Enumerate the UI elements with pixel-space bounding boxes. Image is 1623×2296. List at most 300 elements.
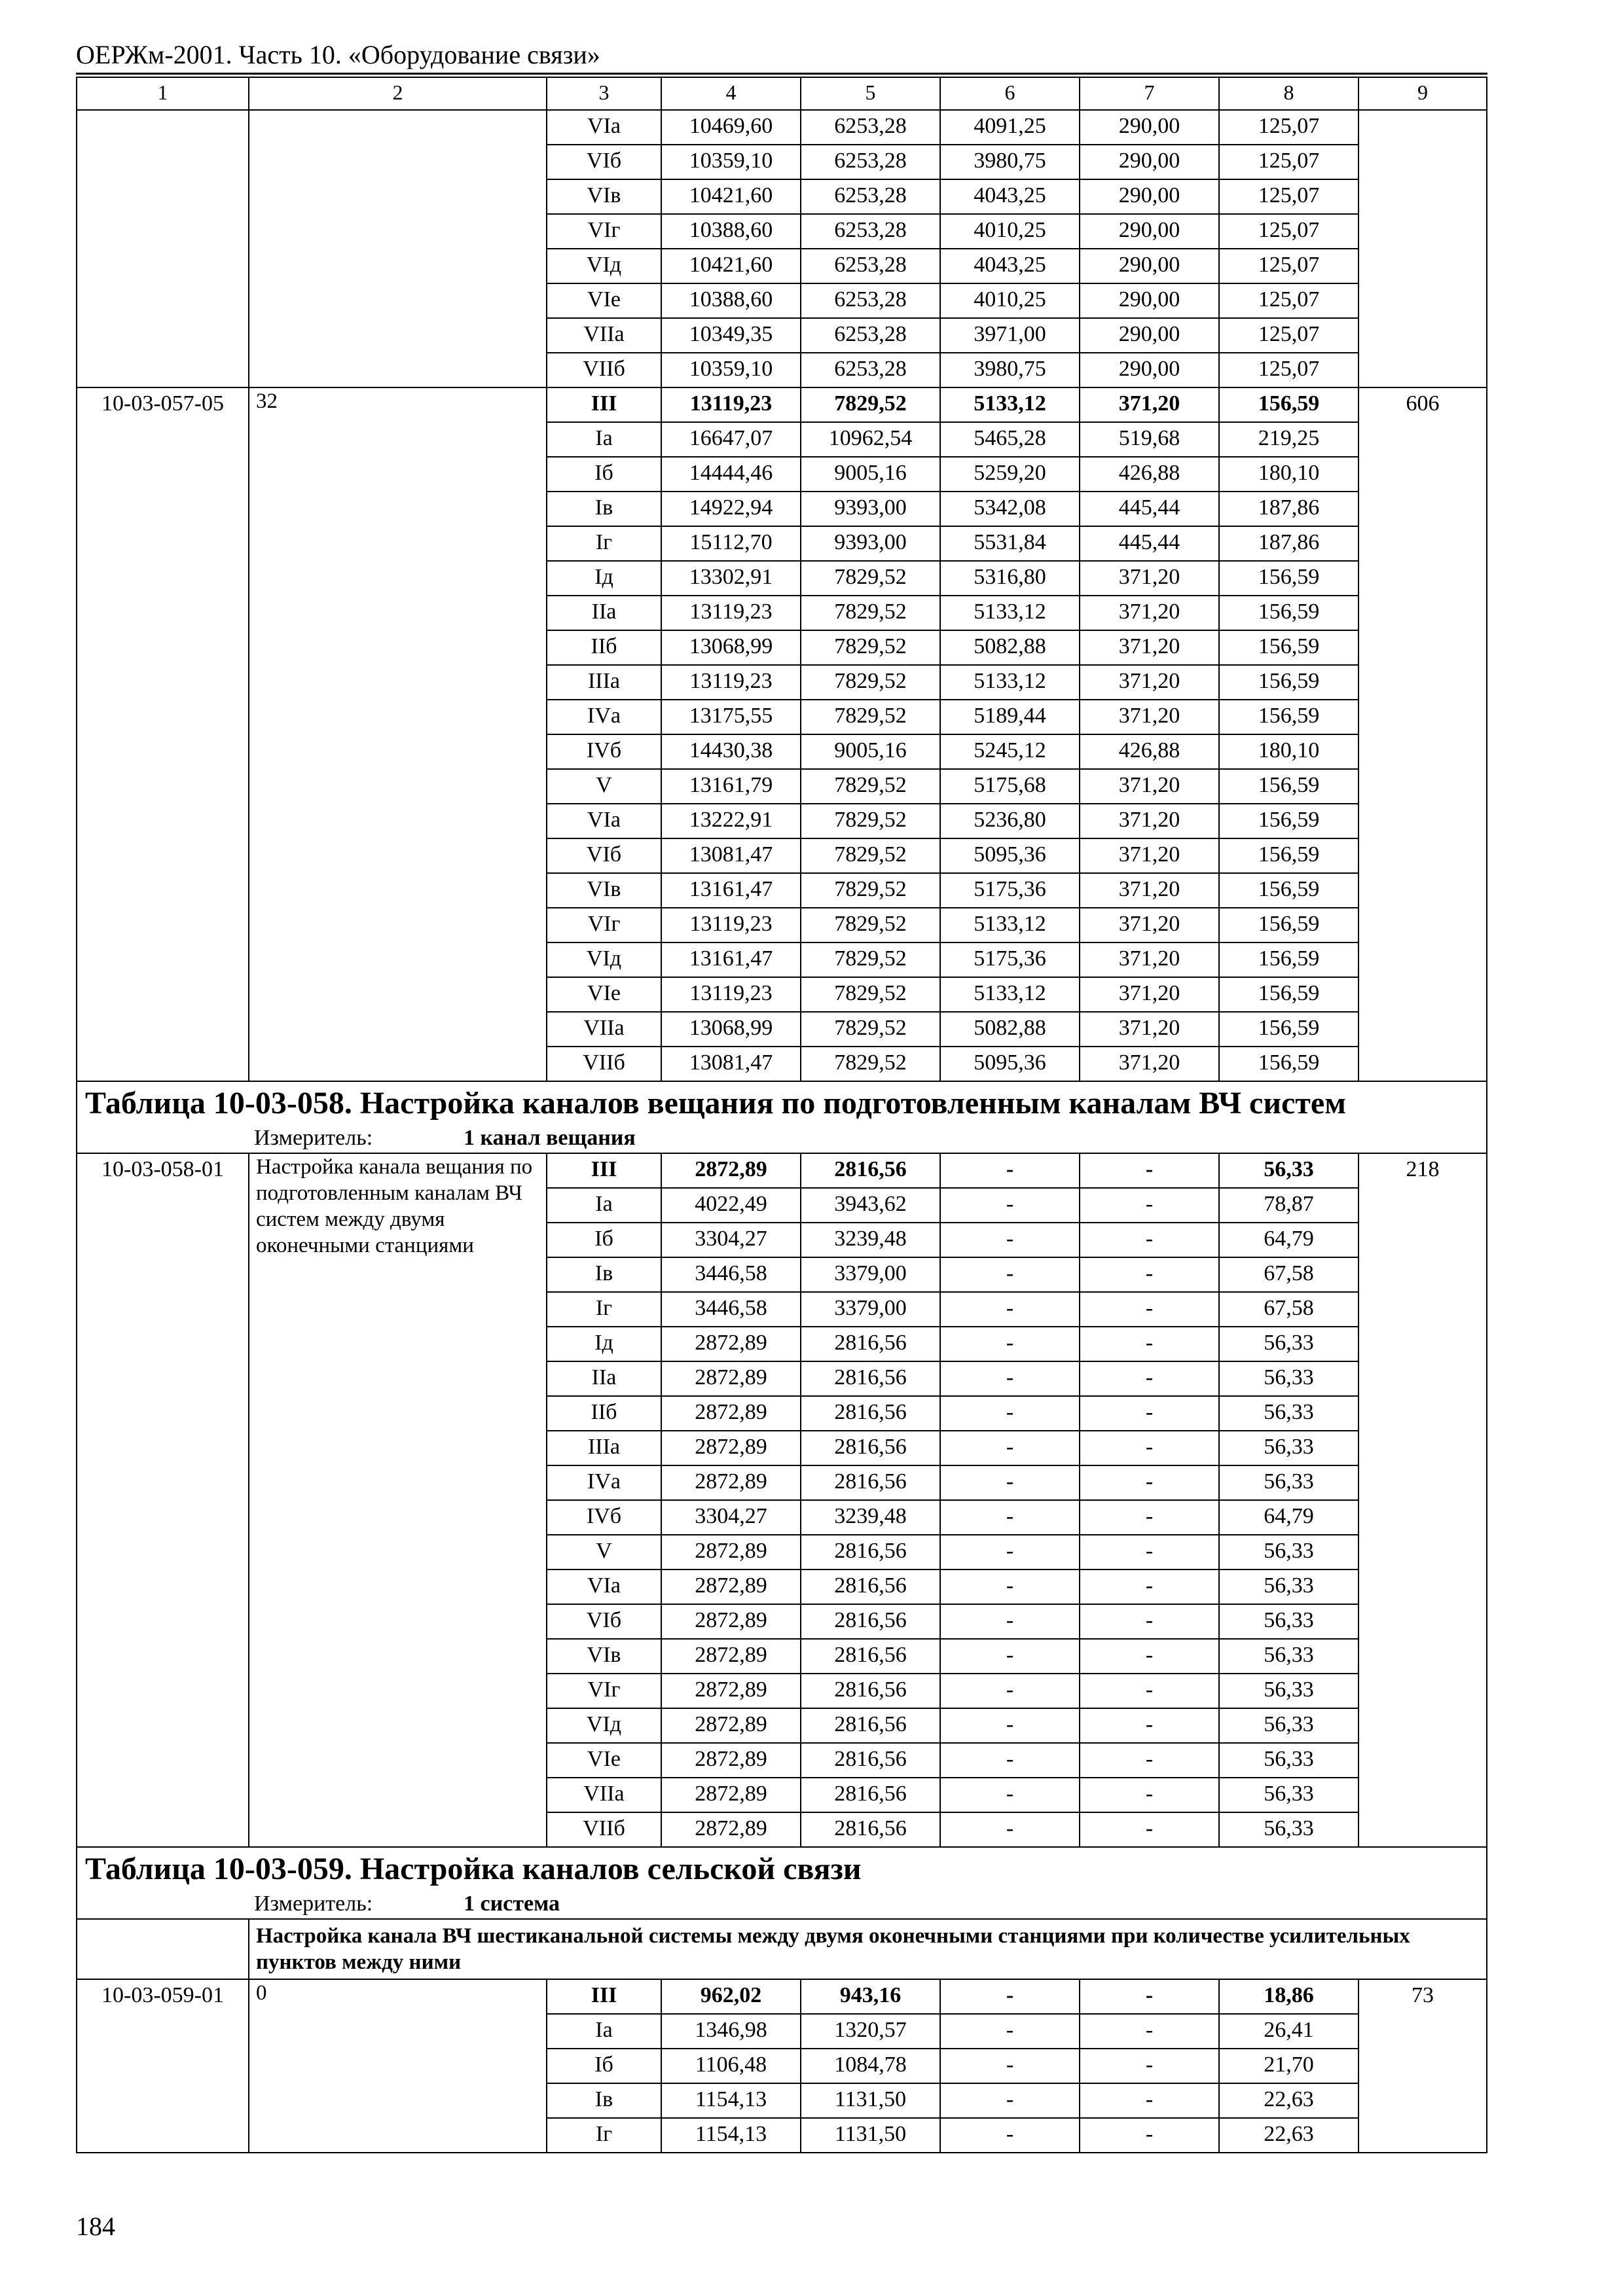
zone-class: VIб <box>547 145 661 179</box>
zone-class: VIIа <box>547 318 661 353</box>
zone-class: III <box>547 387 661 422</box>
column-number-row <box>77 77 1487 110</box>
rate-value: 9005,16 <box>801 457 940 492</box>
rate-value: 7829,52 <box>801 804 940 838</box>
rate-value: 4010,25 <box>940 214 1080 249</box>
rate-value: 1320,57 <box>801 2014 940 2049</box>
rate-value: - <box>1080 1396 1219 1431</box>
rate-value: 5082,88 <box>940 630 1080 665</box>
rate-value: 2872,89 <box>661 1153 801 1188</box>
page-header: ОЕРЖм-2001. Часть 10. «Оборудование связи» <box>76 40 600 69</box>
rate-value: 3446,58 <box>661 1257 801 1292</box>
item-total: 73 <box>1359 1979 1487 2153</box>
rate-value: 56,33 <box>1219 1570 1359 1604</box>
zone-class: VIе <box>547 977 661 1012</box>
rate-value: 6253,28 <box>801 353 940 387</box>
rate-value: 14922,94 <box>661 492 801 526</box>
rate-value: 5175,36 <box>940 873 1080 908</box>
rate-value: - <box>1080 1188 1219 1223</box>
rate-value: 13161,47 <box>661 873 801 908</box>
rate-value: 2816,56 <box>801 1674 940 1708</box>
rate-value: 1084,78 <box>801 2049 940 2083</box>
rate-value: 56,33 <box>1219 1812 1359 1847</box>
rate-value: 7829,52 <box>801 630 940 665</box>
rate-value: 2872,89 <box>661 1674 801 1708</box>
rate-value: 13302,91 <box>661 561 801 596</box>
rate-value: 2872,89 <box>661 1361 801 1396</box>
rate-value: 156,59 <box>1219 665 1359 700</box>
header-rule <box>76 73 1487 75</box>
rate-value: 290,00 <box>1080 318 1219 353</box>
rate-value: 2816,56 <box>801 1153 940 1188</box>
rate-value: 10359,10 <box>661 145 801 179</box>
rate-value: 943,16 <box>801 1979 940 2014</box>
zone-class: Iв <box>547 2083 661 2118</box>
rate-value: 426,88 <box>1080 457 1219 492</box>
rate-value: 56,33 <box>1219 1708 1359 1743</box>
rate-value: 2872,89 <box>661 1743 801 1778</box>
rate-value: 3239,48 <box>801 1223 940 1257</box>
rate-value: 5133,12 <box>940 977 1080 1012</box>
rate-value: 445,44 <box>1080 526 1219 561</box>
section-title-row <box>77 1847 1487 1891</box>
rate-value: 3943,62 <box>801 1188 940 1223</box>
rate-value: 156,59 <box>1219 908 1359 942</box>
rate-value: 1154,13 <box>661 2083 801 2118</box>
rate-value: 5133,12 <box>940 908 1080 942</box>
rate-value: 13081,47 <box>661 838 801 873</box>
rate-value: 13119,23 <box>661 596 801 630</box>
rate-value: 14430,38 <box>661 734 801 769</box>
rate-value: 22,63 <box>1219 2118 1359 2153</box>
zone-class: IVб <box>547 1500 661 1535</box>
rate-value: 2872,89 <box>661 1535 801 1570</box>
rate-value: - <box>940 1778 1080 1812</box>
rate-value: 371,20 <box>1080 387 1219 422</box>
rate-value: 125,07 <box>1219 145 1359 179</box>
column-number: 8 <box>1219 77 1359 110</box>
zone-class: Iб <box>547 1223 661 1257</box>
measure-label: Измеритель: <box>254 1126 373 1150</box>
table-row <box>77 110 1487 145</box>
section-title: Таблица 10-03-058. Настройка каналов вещания по подготовленным каналам ВЧ систем <box>77 1081 1487 1125</box>
rate-value: 3304,27 <box>661 1223 801 1257</box>
rate-value: 2872,89 <box>661 1708 801 1743</box>
measure-label: Измеритель: <box>254 1892 373 1916</box>
rate-value: 26,41 <box>1219 2014 1359 2049</box>
rate-value: 10421,60 <box>661 179 801 214</box>
rate-value: 22,63 <box>1219 2083 1359 2118</box>
zone-class: VIг <box>547 214 661 249</box>
item-description: 0 <box>249 1979 547 2153</box>
rate-value: 156,59 <box>1219 977 1359 1012</box>
rate-value: - <box>1080 1535 1219 1570</box>
zone-class: VIе <box>547 283 661 318</box>
rate-value: 2872,89 <box>661 1465 801 1500</box>
rate-value: 180,10 <box>1219 734 1359 769</box>
rate-value: 187,86 <box>1219 526 1359 561</box>
rate-value: 125,07 <box>1219 110 1359 145</box>
rate-value: 18,86 <box>1219 1979 1359 2014</box>
rate-value: 16647,07 <box>661 422 801 457</box>
zone-class: Iб <box>547 457 661 492</box>
rate-value: 6253,28 <box>801 283 940 318</box>
rate-value: 519,68 <box>1080 422 1219 457</box>
measure <box>77 1891 1487 1919</box>
rate-value: 13119,23 <box>661 977 801 1012</box>
rate-value: - <box>940 2118 1080 2153</box>
rate-value: 371,20 <box>1080 942 1219 977</box>
rate-value: - <box>940 1257 1080 1292</box>
rate-value: 7829,52 <box>801 977 940 1012</box>
rate-value: 371,20 <box>1080 769 1219 804</box>
rate-value: - <box>940 2049 1080 2083</box>
rate-value: 5259,20 <box>940 457 1080 492</box>
rate-value: 2816,56 <box>801 1465 940 1500</box>
rate-value: 445,44 <box>1080 492 1219 526</box>
rate-value: - <box>940 1812 1080 1847</box>
zone-class: IIб <box>547 1396 661 1431</box>
rate-value: 7829,52 <box>801 908 940 942</box>
zone-class: VIб <box>547 838 661 873</box>
rate-value: 5245,12 <box>940 734 1080 769</box>
rate-value: - <box>940 1223 1080 1257</box>
zone-class: VIIб <box>547 1812 661 1847</box>
rate-value: - <box>1080 1500 1219 1535</box>
rate-value: 9393,00 <box>801 492 940 526</box>
zone-class: Iа <box>547 422 661 457</box>
rate-value: 5082,88 <box>940 1012 1080 1047</box>
rate-value: 7829,52 <box>801 561 940 596</box>
rate-value: - <box>940 2014 1080 2049</box>
rate-value: 2816,56 <box>801 1743 940 1778</box>
zone-class: VIв <box>547 179 661 214</box>
column-number: 7 <box>1080 77 1219 110</box>
rate-value: 10349,35 <box>661 318 801 353</box>
rate-value: - <box>1080 1431 1219 1465</box>
rate-value: 2872,89 <box>661 1812 801 1847</box>
rate-value: 156,59 <box>1219 630 1359 665</box>
measure <box>77 1125 1487 1153</box>
zone-class: VIв <box>547 873 661 908</box>
rate-value: 156,59 <box>1219 700 1359 734</box>
item-description: 32 <box>249 387 547 1081</box>
rate-value: 6253,28 <box>801 110 940 145</box>
rate-value: - <box>940 1396 1080 1431</box>
zone-class: III <box>547 1979 661 2014</box>
zone-class: IIа <box>547 596 661 630</box>
rate-value: 2816,56 <box>801 1604 940 1639</box>
rate-value: 2816,56 <box>801 1778 940 1812</box>
rate-value: - <box>940 1361 1080 1396</box>
rate-value: 5133,12 <box>940 596 1080 630</box>
column-number: 9 <box>1359 77 1487 110</box>
rate-value: 64,79 <box>1219 1500 1359 1535</box>
rate-value: 5175,68 <box>940 769 1080 804</box>
rate-value: 156,59 <box>1219 942 1359 977</box>
rate-value: 3304,27 <box>661 1500 801 1535</box>
rate-value: 156,59 <box>1219 387 1359 422</box>
rate-value: 64,79 <box>1219 1223 1359 1257</box>
rate-value: 187,86 <box>1219 492 1359 526</box>
rate-value: 56,33 <box>1219 1153 1359 1188</box>
rates-table <box>76 77 1487 2153</box>
zone-class: IIа <box>547 1361 661 1396</box>
zone-class: IIб <box>547 630 661 665</box>
item-total: 606 <box>1359 387 1487 1081</box>
item-code: 10-03-058-01 <box>77 1153 249 1847</box>
rate-value: 5095,36 <box>940 1047 1080 1081</box>
rate-value: - <box>1080 1292 1219 1327</box>
zone-class: IIIа <box>547 665 661 700</box>
rate-value: 5531,84 <box>940 526 1080 561</box>
rate-value: 13081,47 <box>661 1047 801 1081</box>
rate-value: 5133,12 <box>940 665 1080 700</box>
rate-value: 2872,89 <box>661 1396 801 1431</box>
zone-class: V <box>547 769 661 804</box>
rate-value: 7829,52 <box>801 1012 940 1047</box>
rate-value: 2872,89 <box>661 1604 801 1639</box>
rate-value: 2816,56 <box>801 1431 940 1465</box>
rate-value: 5316,80 <box>940 561 1080 596</box>
rate-value: 290,00 <box>1080 179 1219 214</box>
rate-value: 4022,49 <box>661 1188 801 1223</box>
rate-value: 13119,23 <box>661 908 801 942</box>
rate-value: 3980,75 <box>940 145 1080 179</box>
rate-value: 219,25 <box>1219 422 1359 457</box>
rate-value: 5236,80 <box>940 804 1080 838</box>
zone-class: Iб <box>547 2049 661 2083</box>
section-title: Таблица 10-03-059. Настройка каналов сельской связи <box>77 1847 1487 1891</box>
rate-value: - <box>940 1604 1080 1639</box>
rate-value: 156,59 <box>1219 873 1359 908</box>
rate-value: 2872,89 <box>661 1778 801 1812</box>
rate-value: 13119,23 <box>661 387 801 422</box>
rate-value: 371,20 <box>1080 596 1219 630</box>
rate-value: 290,00 <box>1080 110 1219 145</box>
rate-value: 7829,52 <box>801 942 940 977</box>
rate-value: 56,33 <box>1219 1778 1359 1812</box>
item-code <box>77 110 249 387</box>
rate-value: - <box>940 2083 1080 2118</box>
zone-class: VIб <box>547 1604 661 1639</box>
rate-value: 7829,52 <box>801 873 940 908</box>
rate-value: 10359,10 <box>661 353 801 387</box>
rate-value: 426,88 <box>1080 734 1219 769</box>
rate-value: 10421,60 <box>661 249 801 283</box>
rate-value: 13119,23 <box>661 665 801 700</box>
rate-value: - <box>1080 1743 1219 1778</box>
rate-value: 290,00 <box>1080 145 1219 179</box>
item-total: 218 <box>1359 1153 1487 1847</box>
rate-value: 2816,56 <box>801 1361 940 1396</box>
note-row <box>77 1919 1487 1979</box>
rate-value: 180,10 <box>1219 457 1359 492</box>
zone-class: Iв <box>547 1257 661 1292</box>
rate-value: 21,70 <box>1219 2049 1359 2083</box>
rate-value: - <box>1080 1604 1219 1639</box>
rate-value: 125,07 <box>1219 249 1359 283</box>
rate-value: 371,20 <box>1080 873 1219 908</box>
measure-value: 1 система <box>464 1892 560 1916</box>
zone-class: VIв <box>547 1639 661 1674</box>
rate-value: 6253,28 <box>801 179 940 214</box>
rate-value: 3980,75 <box>940 353 1080 387</box>
rate-value: 13222,91 <box>661 804 801 838</box>
rate-value: - <box>1080 1570 1219 1604</box>
column-number: 2 <box>249 77 547 110</box>
rate-value: 7829,52 <box>801 1047 940 1081</box>
rate-value: 9393,00 <box>801 526 940 561</box>
rate-value: 156,59 <box>1219 1012 1359 1047</box>
rate-value: 56,33 <box>1219 1604 1359 1639</box>
rate-value: - <box>940 1535 1080 1570</box>
rate-value: 371,20 <box>1080 1012 1219 1047</box>
rate-value: - <box>1080 1257 1219 1292</box>
rate-value: - <box>1080 2049 1219 2083</box>
rate-value: - <box>1080 2118 1219 2153</box>
item-code: 10-03-059-01 <box>77 1979 249 2153</box>
zone-class: VIIб <box>547 1047 661 1081</box>
item-total <box>1359 110 1487 387</box>
rate-value: 371,20 <box>1080 804 1219 838</box>
rate-value: 7829,52 <box>801 838 940 873</box>
rate-value: 7829,52 <box>801 665 940 700</box>
measure-value: 1 канал вещания <box>464 1126 636 1150</box>
table-row <box>77 387 1487 422</box>
zone-class: IVа <box>547 700 661 734</box>
rate-value: - <box>1080 1465 1219 1500</box>
zone-class: V <box>547 1535 661 1570</box>
rate-value: 56,33 <box>1219 1674 1359 1708</box>
rate-value: - <box>940 1743 1080 1778</box>
rate-value: 290,00 <box>1080 214 1219 249</box>
rate-value: 5133,12 <box>940 387 1080 422</box>
rate-value: 10962,54 <box>801 422 940 457</box>
column-number: 6 <box>940 77 1080 110</box>
rate-value: 2872,89 <box>661 1327 801 1361</box>
rate-value: 13068,99 <box>661 630 801 665</box>
table-row <box>77 1979 1487 2014</box>
rate-value: - <box>940 1639 1080 1674</box>
section-title-row <box>77 1081 1487 1125</box>
rate-value: - <box>940 1465 1080 1500</box>
rate-value: 56,33 <box>1219 1327 1359 1361</box>
rate-value: 56,33 <box>1219 1535 1359 1570</box>
zone-class: Iд <box>547 1327 661 1361</box>
rate-value: 156,59 <box>1219 1047 1359 1081</box>
rate-value: 5465,28 <box>940 422 1080 457</box>
rate-value: 13161,47 <box>661 942 801 977</box>
rate-value: - <box>1080 1708 1219 1743</box>
zone-class: VIд <box>547 249 661 283</box>
rate-value: - <box>1080 1361 1219 1396</box>
rate-value: 10469,60 <box>661 110 801 145</box>
rate-value: 13161,79 <box>661 769 801 804</box>
rate-value: 7829,52 <box>801 596 940 630</box>
rate-value: 10388,60 <box>661 283 801 318</box>
rate-value: 56,33 <box>1219 1743 1359 1778</box>
rate-value: 56,33 <box>1219 1361 1359 1396</box>
zone-class: IVа <box>547 1465 661 1500</box>
rate-value: 14444,46 <box>661 457 801 492</box>
rate-value: 125,07 <box>1219 283 1359 318</box>
rate-value: - <box>1080 2083 1219 2118</box>
rate-value: 1131,50 <box>801 2118 940 2153</box>
rate-value: - <box>940 1979 1080 2014</box>
rate-value: 4043,25 <box>940 249 1080 283</box>
rate-value: 3379,00 <box>801 1292 940 1327</box>
column-number: 3 <box>547 77 661 110</box>
rate-value: 67,58 <box>1219 1257 1359 1292</box>
rate-value: 7829,52 <box>801 387 940 422</box>
rate-value: 2816,56 <box>801 1812 940 1847</box>
rate-value: 3239,48 <box>801 1500 940 1535</box>
zone-class: Iг <box>547 526 661 561</box>
rate-value: 2816,56 <box>801 1535 940 1570</box>
zone-class: VIIа <box>547 1012 661 1047</box>
rate-value: 6253,28 <box>801 214 940 249</box>
rate-value: 1154,13 <box>661 2118 801 2153</box>
zone-class: VIIа <box>547 1778 661 1812</box>
zone-class: VIд <box>547 942 661 977</box>
rate-value: 2816,56 <box>801 1570 940 1604</box>
zone-class: VIд <box>547 1708 661 1743</box>
rate-value: 56,33 <box>1219 1396 1359 1431</box>
rate-value: - <box>940 1708 1080 1743</box>
rate-value: 371,20 <box>1080 1047 1219 1081</box>
rate-value: - <box>1080 2014 1219 2049</box>
note-spacer <box>77 1919 249 1979</box>
rate-value: 13068,99 <box>661 1012 801 1047</box>
zone-class: Iд <box>547 561 661 596</box>
rate-value: - <box>1080 1778 1219 1812</box>
rate-value: 290,00 <box>1080 249 1219 283</box>
rate-value: - <box>940 1674 1080 1708</box>
rate-value: 6253,28 <box>801 145 940 179</box>
rate-value: 371,20 <box>1080 908 1219 942</box>
rate-value: 78,87 <box>1219 1188 1359 1223</box>
rate-value: - <box>940 1292 1080 1327</box>
rate-value: - <box>940 1431 1080 1465</box>
item-description: Настройка канала вещания по подготовленным каналам ВЧ систем между двумя оконечными станциями <box>249 1153 547 1847</box>
rate-value: 56,33 <box>1219 1465 1359 1500</box>
rate-value: 962,02 <box>661 1979 801 2014</box>
zone-class: VIг <box>547 908 661 942</box>
rate-value: 10388,60 <box>661 214 801 249</box>
zone-class: VIг <box>547 1674 661 1708</box>
rate-value: 371,20 <box>1080 561 1219 596</box>
rate-value: 2872,89 <box>661 1639 801 1674</box>
rate-value: 2872,89 <box>661 1431 801 1465</box>
zone-class: Iа <box>547 1188 661 1223</box>
rate-value: - <box>940 1153 1080 1188</box>
rate-value: - <box>1080 1153 1219 1188</box>
rate-value: 2816,56 <box>801 1708 940 1743</box>
table-body <box>77 77 1487 2153</box>
section-note: Настройка канала ВЧ шестиканальной системы между двумя оконечными станциями при количестве усилительных пунктов между ними <box>249 1919 1487 1979</box>
column-number: 5 <box>801 77 940 110</box>
rate-value: 156,59 <box>1219 561 1359 596</box>
rate-value: 2872,89 <box>661 1570 801 1604</box>
rate-value: 371,20 <box>1080 630 1219 665</box>
rate-value: 371,20 <box>1080 665 1219 700</box>
rate-value: 125,07 <box>1219 179 1359 214</box>
rate-value: 4010,25 <box>940 283 1080 318</box>
measure-row <box>77 1891 1487 1919</box>
zone-class: VIа <box>547 110 661 145</box>
rate-value: - <box>940 1327 1080 1361</box>
